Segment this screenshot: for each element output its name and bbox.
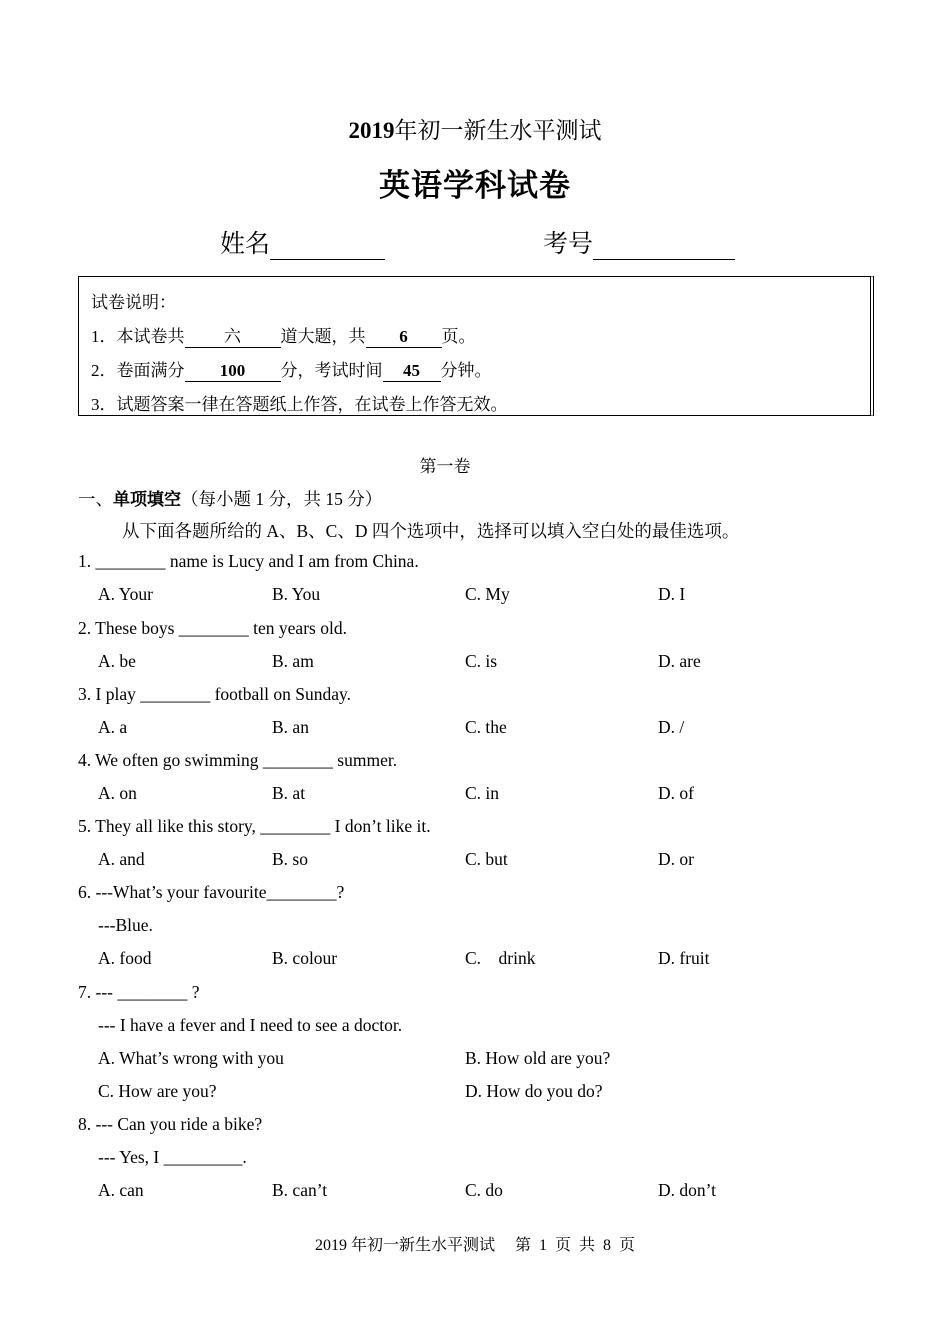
instructions-heading: 试卷说明：	[91, 293, 176, 312]
question-7-reply: --- I have a fever and I need to see a doctor.	[98, 1015, 403, 1035]
question-1-stem: 1. ________ name is Lucy and I am from China.	[78, 551, 419, 571]
instr-1-sections: 六	[185, 327, 281, 348]
question-8-stem: 8. --- Can you ride a bike?	[78, 1114, 263, 1134]
question-6-option-c[interactable]: C. drink	[465, 948, 536, 968]
question-8-option-c[interactable]: C. do	[465, 1180, 503, 1200]
question-7-option-c[interactable]: C. How are you?	[98, 1081, 217, 1101]
question-3-option-d[interactable]: D. /	[658, 717, 685, 737]
instr-2-minutes: 45	[383, 361, 441, 382]
question-7-option-b[interactable]: B. How old are you?	[465, 1048, 611, 1068]
instr-1-text-c: 页。	[441, 327, 476, 346]
question-1-option-b[interactable]: B. You	[272, 584, 321, 604]
page-footer: 2019 年初一新生水平测试 第 1 页 共 8 页	[314, 1237, 635, 1254]
question-5-option-d[interactable]: D. or	[658, 849, 694, 869]
question-4-option-a[interactable]: A. on	[98, 783, 137, 803]
question-7-stem: 7. --- ________ ?	[78, 982, 200, 1002]
question-5-option-c[interactable]: C. but	[465, 849, 508, 869]
exam-title-year: 2019	[348, 118, 395, 143]
question-4-option-d[interactable]: D. of	[658, 783, 694, 803]
question-3-option-b[interactable]: B. an	[272, 717, 309, 737]
question-6-option-b[interactable]: B. colour	[272, 948, 338, 968]
question-2-stem: 2. These boys ________ ten years old.	[78, 618, 347, 638]
question-4-option-c[interactable]: C. in	[465, 783, 500, 803]
question-2-option-d[interactable]: D. are	[658, 651, 701, 671]
question-8-option-b[interactable]: B. can’t	[272, 1180, 328, 1200]
id-blank[interactable]	[593, 231, 735, 260]
name-label: 姓名	[220, 229, 271, 258]
question-5-option-a[interactable]: A. and	[98, 849, 145, 869]
question-3-stem: 3. I play ________ football on Sunday.	[78, 684, 352, 704]
instr-1-text-b: 道大题，共	[280, 327, 366, 346]
instr-2-text-b: 分，考试时间	[280, 361, 383, 380]
question-1-option-a[interactable]: A. Your	[98, 584, 153, 604]
question-4-stem: 4. We often go swimming ________ summer.	[78, 750, 398, 770]
question-2-option-b[interactable]: B. am	[272, 651, 314, 671]
instr-1-text-a: 1．本试卷共	[91, 327, 185, 346]
instructions-box	[78, 276, 874, 416]
instr-2-score: 100	[185, 361, 281, 382]
exam-title	[0, 112, 950, 145]
exam-subtitle: 英语学科试卷	[379, 168, 571, 204]
question-4-option-b[interactable]: B. at	[272, 783, 306, 803]
question-5-stem: 5. They all like this story, ________ I don’t like it.	[78, 816, 431, 836]
instructions-line-3: 3．试题答案一律在答题纸上作答，在试卷上作答无效。	[91, 395, 508, 414]
section-heading	[78, 485, 382, 511]
question-6-option-a[interactable]: A. food	[98, 948, 152, 968]
name-blank[interactable]	[270, 231, 385, 260]
question-3-option-c[interactable]: C. the	[465, 717, 507, 737]
instructions-line-1	[91, 322, 476, 348]
question-6-reply: ---Blue.	[98, 915, 153, 935]
name-field	[220, 224, 385, 260]
question-6-option-d[interactable]: D. fruit	[658, 948, 710, 968]
question-7-option-a[interactable]: A. What’s wrong with you	[98, 1048, 284, 1068]
id-label: 考号	[543, 229, 594, 258]
instructions-line-2	[91, 356, 492, 382]
instr-2-text-a: 2．卷面满分	[91, 361, 185, 380]
question-6-stem: 6. ---What’s your favourite________?	[78, 882, 345, 902]
question-8-option-a[interactable]: A. can	[98, 1180, 144, 1200]
question-1-option-d[interactable]: D. I	[658, 584, 686, 604]
question-8-reply: --- Yes, I _________.	[98, 1147, 247, 1167]
instr-1-pages: 6	[366, 327, 442, 348]
id-field	[543, 224, 735, 260]
question-2-option-a[interactable]: A. be	[98, 651, 136, 671]
section-note: （每小题 1 分，共 15 分）	[181, 489, 383, 509]
question-5-option-b[interactable]: B. so	[272, 849, 308, 869]
question-8-option-d[interactable]: D. don’t	[658, 1180, 717, 1200]
section-number: 一、	[78, 489, 113, 509]
question-1-option-c[interactable]: C. My	[465, 584, 510, 604]
instr-2-text-c: 分钟。	[440, 361, 492, 380]
question-7-option-d[interactable]: D. How do you do?	[465, 1081, 603, 1101]
volume-label: 第一卷	[419, 457, 471, 476]
question-2-option-c[interactable]: C. is	[465, 651, 498, 671]
question-3-option-a[interactable]: A. a	[98, 717, 128, 737]
section-title: 单项填空	[113, 490, 181, 510]
section-direction: 从下面各题所给的 A、B、C、D 四个选项中，选择可以填入空白处的最佳选项。	[122, 521, 740, 541]
exam-title-text: 年初一新生水平测试	[394, 118, 602, 143]
